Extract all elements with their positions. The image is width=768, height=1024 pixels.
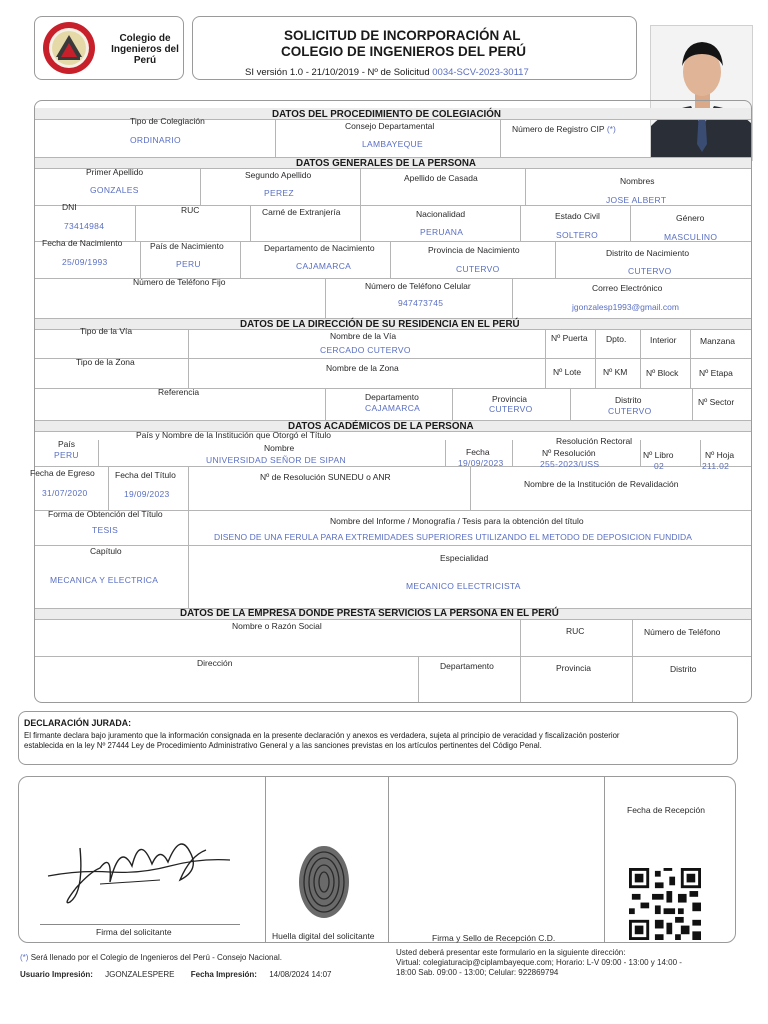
cip-number-label <box>512 125 616 134</box>
specialty-value: MECANICO ELECTRICISTA <box>406 581 521 591</box>
district-label: Distrito <box>615 395 642 405</box>
road-name-label: Nombre de la Vía <box>330 331 397 341</box>
stage-label: Nº Etapa <box>699 368 733 378</box>
title-date-value: 19/09/2023 <box>124 489 170 499</box>
resolution-number-value: 255-2023/USS <box>540 459 600 469</box>
grid-line <box>595 329 596 388</box>
council-label: Consejo Departamental <box>345 121 435 131</box>
grid-line <box>640 440 641 466</box>
sector-label: Nº Sector <box>698 397 735 407</box>
academic-section-title: DATOS ACADÉMICOS DE LA PERSONA <box>288 421 474 432</box>
declaration-title: DECLARACIÓN JURADA: <box>24 718 132 728</box>
instructions-line3: 18:00 Sab. 09:00 - 13:00; Celular: 922869794 <box>396 968 559 977</box>
org-name <box>106 33 184 67</box>
institution-name-value: UNIVERSIDAD SEÑOR DE SIPAN <box>206 455 346 465</box>
grid-line <box>690 329 691 388</box>
grid-line <box>630 205 631 241</box>
instructions-line2: Virtual: colegiaturacip@ciplambayeque.com; Horario: L-V 09:00 - 13:00 y 14:00 - <box>396 958 682 967</box>
grid-line <box>275 119 276 157</box>
road-type-label: Tipo de la Vía <box>80 326 133 336</box>
grid-line <box>35 619 751 620</box>
grid-line <box>188 510 189 608</box>
grid-line <box>512 440 513 466</box>
request-number: 0034-SCV-2023-30117 <box>432 67 529 78</box>
grid-line <box>632 656 633 702</box>
grid-line <box>250 205 251 241</box>
sunedu-label: Nº de Resolución SUNEDU o ANR <box>260 472 391 482</box>
instructions-line1: Usted deberá presentar este formulario en la siguiente dirección: <box>396 948 626 957</box>
obtention-method-value: TESIS <box>92 525 119 535</box>
thesis-label: Nombre del Informe / Monografía / Tesis para la obtención del título <box>330 516 584 526</box>
company-department-label: Departamento <box>440 661 494 671</box>
obtention-method-label: Forma de Obtención del Título <box>48 509 163 519</box>
birth-country-value: PERU <box>176 259 201 269</box>
title-country-value: PERU <box>54 450 79 460</box>
married-surname-label: Apellido de Casada <box>404 173 478 183</box>
declaration-line2: establecida en la ley Nº 27444 Ley de Procedimiento Administrativo General y a las sanciones previstas en los artículos pertinentes del Código Penal. <box>24 741 542 750</box>
company-section-title: DATOS DE LA EMPRESA DONDE PRESTA SERVICIOS LA PERSONA EN EL PERÚ <box>180 608 559 619</box>
qr-code <box>628 868 702 940</box>
grid-line <box>98 440 99 466</box>
footer-note-marker: (*) <box>20 953 29 962</box>
company-ruc-label: RUC <box>566 626 585 636</box>
cip-number-label-text: Número de Registro CIP <box>512 124 605 134</box>
resolution-date-value: 19/09/2023 <box>458 458 504 468</box>
cellphone-value: 947473745 <box>398 298 444 308</box>
signature-label: Firma del solicitante <box>96 927 172 937</box>
birth-district-value: CUTERVO <box>628 266 672 276</box>
company-province-label: Provincia <box>556 663 591 673</box>
company-address-label: Dirección <box>197 658 233 668</box>
grid-line <box>240 241 241 278</box>
chapter-value: MECANICA Y ELECTRICA <box>50 575 159 585</box>
first-surname-label: Primer Apellido <box>86 167 144 177</box>
grid-line <box>418 656 419 702</box>
reference-label: Referencia <box>158 387 200 397</box>
grid-line <box>525 168 526 205</box>
zone-name-label: Nombre de la Zona <box>326 363 399 373</box>
procedure-section-title: DATOS DEL PROCEDIMIENTO DE COLEGIACIÓN <box>272 109 501 120</box>
grid-line <box>632 619 633 656</box>
title-date-label: Fecha del Título <box>115 470 176 480</box>
revalidation-label: Nombre de la Institución de Revalidación <box>524 479 679 489</box>
foreign-id-label: Carné de Extranjería <box>262 207 341 217</box>
declaration-line1: El firmante declara bajo juramento que la información consignada en la presente declaración y anexos es verdadera, sujeta al principio de veracidad y fiscalización posterior <box>24 731 620 740</box>
resolution-date-label: Fecha <box>466 447 490 457</box>
applicant-signature <box>40 822 240 912</box>
fingerprint <box>296 840 352 920</box>
email-value: jgonzalesp1993@gmail.com <box>572 302 679 312</box>
ruc-label: RUC <box>181 205 200 215</box>
email-label: Correo Electrónico <box>592 283 663 293</box>
council-value: LAMBAYEQUE <box>362 139 423 149</box>
grid-line <box>35 656 751 657</box>
fingerprint-label: Huella digital del solicitante <box>272 931 375 941</box>
book-value: 02 <box>654 461 665 471</box>
block-label: Manzana <box>700 336 735 346</box>
nblock-label: Nº Block <box>646 368 679 378</box>
org-name-line1: Colegio de <box>119 33 171 44</box>
grid-line <box>140 241 141 278</box>
grid-line <box>512 278 513 318</box>
form-title-line2: COLEGIO DE INGENIEROS DEL PERÚ <box>281 44 527 59</box>
address-section-title: DATOS DE LA DIRECCIÓN DE SU RESIDENCIA EN EL PERÚ <box>240 319 520 330</box>
dni-label: DNI <box>62 202 77 212</box>
grid-line <box>35 388 751 389</box>
grid-line <box>500 119 501 157</box>
birth-department-label: Departamento de Nacimiento <box>264 243 375 253</box>
zone-type-label: Tipo de la Zona <box>76 357 135 367</box>
print-user-label: Usuario Impresión: <box>20 970 93 979</box>
birth-department-value: CAJAMARCA <box>296 261 352 271</box>
org-name-line2: Ingenieros del <box>111 44 179 56</box>
footer-note-text: Será llenado por el Colegio de Ingenieros del Perú - Consejo Nacional. <box>30 953 282 962</box>
grid-line <box>452 388 453 420</box>
interior-label: Interior <box>650 335 677 345</box>
grid-line <box>35 466 751 467</box>
grid-line <box>35 241 751 242</box>
civil-status-value: SOLTERO <box>556 230 599 240</box>
gender-value: MASCULINO <box>664 232 718 242</box>
grid-line <box>325 388 326 420</box>
names-value: JOSE ALBERT <box>606 195 667 205</box>
chapter-label: Capítulo <box>90 546 122 556</box>
grid-line <box>360 168 361 205</box>
book-label: Nº Libro <box>643 450 674 460</box>
province-value: CUTERVO <box>489 404 533 414</box>
sheet-label: Nº Hoja <box>705 450 735 460</box>
lot-label: Nº Lote <box>553 367 582 377</box>
company-phone-label: Número de Teléfono <box>644 627 721 637</box>
form-title-line1: SOLICITUD DE INCORPORACIÓN AL <box>284 28 521 43</box>
grid-line <box>108 466 109 510</box>
version-text: SI versión 1.0 - 21/10/2019 - Nº de Solicitud <box>245 67 430 78</box>
gender-label: Género <box>676 213 705 223</box>
department-label: Departamento <box>365 392 419 402</box>
stamp-label: Firma y Sello de Recepción C.D. <box>432 933 556 943</box>
door-number-label: Nº Puerta <box>551 333 588 343</box>
resolution-group-label: Resolución Rectoral <box>556 436 633 446</box>
institution-group-label: País y Nombre de la Institución que Otorgó el Título <box>136 430 331 440</box>
institution-name-label: Nombre <box>264 443 295 453</box>
print-info <box>20 970 332 979</box>
cip-logo <box>42 21 96 75</box>
grid-line <box>700 440 701 466</box>
grid-line <box>570 388 571 420</box>
print-user-value: JGONZALESPERE <box>105 970 175 979</box>
names-label: Nombres <box>620 176 655 186</box>
colegiation-type-label: Tipo de Colegiación <box>130 116 205 126</box>
cip-marker: (*) <box>606 124 616 134</box>
footer-note <box>20 953 282 962</box>
thesis-value: DISENO DE UNA FERULA PARA EXTREMIDADES SUPERIORES UTILIZANDO EL METODO DE DEPOSICION FUNDIDA <box>214 532 693 542</box>
print-date-label: Fecha Impresión: <box>190 970 257 979</box>
colegiation-type-value: ORDINARIO <box>130 135 181 145</box>
reception-date-label: Fecha de Recepción <box>627 805 705 815</box>
grid-line <box>640 329 641 388</box>
specialty-label: Especialidad <box>440 553 489 563</box>
department-value: CAJAMARCA <box>365 403 421 413</box>
egress-date-value: 31/07/2020 <box>42 488 88 498</box>
print-date-value: 14/08/2024 14:07 <box>269 970 332 979</box>
birth-date-label: Fecha de Nacimiento <box>42 238 123 248</box>
version-line <box>245 67 529 78</box>
grid-line <box>520 656 521 702</box>
grid-line <box>390 241 391 278</box>
grid-line <box>692 388 693 420</box>
grid-line <box>470 466 471 510</box>
km-label: Nº KM <box>603 367 628 377</box>
egress-date-label: Fecha de Egreso <box>30 468 95 478</box>
birth-district-label: Distrito de Nacimiento <box>606 248 690 258</box>
grid-line <box>200 168 201 205</box>
signature-line <box>40 924 240 925</box>
title-country-label: País <box>58 439 76 449</box>
grid-line <box>388 777 389 942</box>
province-label: Provincia <box>492 394 527 404</box>
grid-line <box>135 205 136 241</box>
dni-value: 73414984 <box>64 221 105 231</box>
birth-province-label: Provincia de Nacimiento <box>428 245 520 255</box>
grid-line <box>555 241 556 278</box>
grid-line <box>35 545 751 546</box>
civil-status-label: Estado Civil <box>555 211 600 221</box>
nationality-value: PERUANA <box>420 227 464 237</box>
road-name-value: CERCADO CUTERVO <box>320 345 411 355</box>
grid-line <box>445 440 446 466</box>
apartment-label: Dpto. <box>606 334 627 344</box>
cellphone-label: Número de Teléfono Celular <box>365 281 471 291</box>
birth-date-value: 25/09/1993 <box>62 257 108 267</box>
first-surname-value: GONZALES <box>90 185 139 195</box>
district-value: CUTERVO <box>608 406 652 416</box>
landline-label: Número de Teléfono Fijo <box>133 277 226 287</box>
org-name-line3: Perú <box>133 55 157 67</box>
grid-line <box>265 777 266 942</box>
company-district-label: Distrito <box>670 664 697 674</box>
grid-line <box>325 278 326 318</box>
grid-line <box>360 205 361 241</box>
grid-line <box>35 358 751 359</box>
birth-province-value: CUTERVO <box>456 264 500 274</box>
second-surname-label: Segundo Apellido <box>245 170 312 180</box>
sheet-value: 211.02 <box>702 461 730 471</box>
grid-line <box>520 205 521 241</box>
birth-country-label: País de Nacimiento <box>150 241 224 251</box>
grid-line <box>188 466 189 510</box>
nationality-label: Nacionalidad <box>416 209 466 219</box>
company-name-label: Nombre o Razón Social <box>232 621 322 631</box>
second-surname-value: PEREZ <box>264 188 294 198</box>
grid-line <box>520 619 521 656</box>
grid-line <box>545 329 546 388</box>
resolution-number-label: Nº Resolución <box>542 448 596 458</box>
grid-line <box>188 329 189 388</box>
person-section-title: DATOS GENERALES DE LA PERSONA <box>296 158 476 169</box>
grid-line <box>604 777 605 942</box>
